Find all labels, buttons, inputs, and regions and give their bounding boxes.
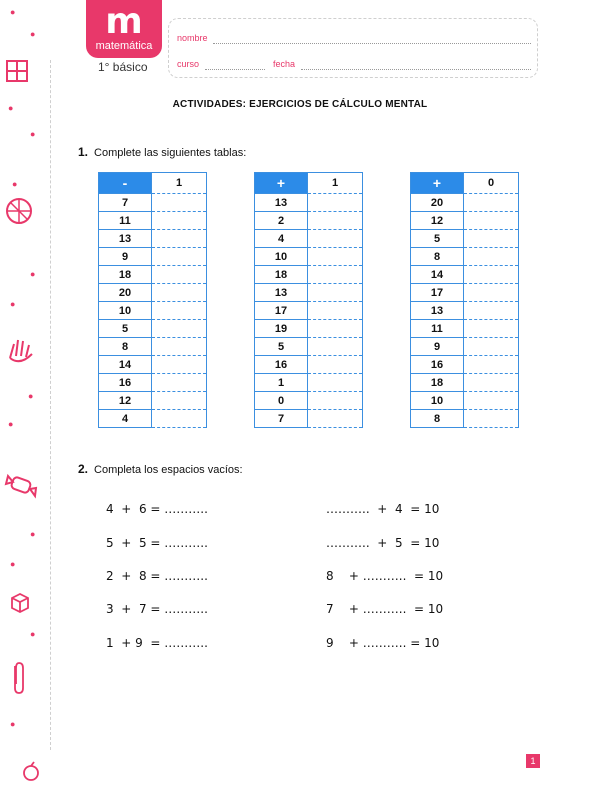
- table-cell: 10: [411, 392, 464, 410]
- answer-cell[interactable]: [464, 320, 519, 338]
- operand-cell: 1: [152, 173, 207, 194]
- sidebar-divider: [50, 60, 51, 750]
- table-cell: 10: [255, 248, 308, 266]
- dot-icon: ●: [30, 29, 36, 39]
- question-text: Completa los espacios vacíos:: [94, 464, 243, 476]
- matematica-logo: [86, 0, 162, 58]
- question-number: 1.: [78, 145, 89, 159]
- answer-cell[interactable]: [308, 320, 363, 338]
- table-cell: 12: [99, 392, 152, 410]
- dot-icon: ●: [30, 269, 36, 279]
- table-cell: 13: [255, 284, 308, 302]
- table-cell: 5: [411, 230, 464, 248]
- curso-line[interactable]: [205, 69, 265, 70]
- question-number: 2.: [78, 462, 89, 476]
- operator-cell: +: [255, 173, 308, 194]
- answer-cell[interactable]: [152, 302, 207, 320]
- pizza-fraction-icon: [4, 196, 34, 226]
- table-cell: 16: [255, 356, 308, 374]
- table-cell: 7: [255, 410, 308, 428]
- answer-cell[interactable]: [152, 374, 207, 392]
- page-number: 1: [526, 754, 540, 768]
- table-add-1: [254, 172, 363, 428]
- cube-icon: [8, 590, 32, 614]
- operator-cell: -: [99, 173, 152, 194]
- answer-cell[interactable]: [464, 410, 519, 428]
- dot-icon: ●: [30, 129, 36, 139]
- nombre-label: nombre: [177, 33, 208, 43]
- exercise-right[interactable]: 7 + ……….. = 10: [326, 602, 444, 616]
- abacus-icon: [4, 58, 30, 84]
- answer-cell[interactable]: [152, 194, 207, 212]
- answer-cell[interactable]: [464, 194, 519, 212]
- table-cell: 18: [99, 266, 152, 284]
- dot-icon: ●: [8, 103, 14, 113]
- answer-cell[interactable]: [152, 338, 207, 356]
- table-cell: 12: [411, 212, 464, 230]
- table-cell: 4: [255, 230, 308, 248]
- table-cell: 11: [411, 320, 464, 338]
- table-cell: 18: [411, 374, 464, 392]
- question-text: Complete las siguientes tablas:: [94, 147, 247, 159]
- table-cell: 7: [99, 194, 152, 212]
- table-cell: 8: [411, 248, 464, 266]
- paperclip-icon: [10, 660, 26, 696]
- answer-cell[interactable]: [464, 338, 519, 356]
- answer-cell[interactable]: [152, 212, 207, 230]
- operand-cell: 1: [308, 173, 363, 194]
- answer-cell[interactable]: [464, 356, 519, 374]
- table-cell: 19: [255, 320, 308, 338]
- dot-icon: ●: [10, 7, 16, 17]
- table-cell: 18: [255, 266, 308, 284]
- dot-icon: ●: [30, 629, 36, 639]
- page-title: ACTIVIDADES: EJERCICIOS DE CÁLCULO MENTAL: [172, 99, 428, 110]
- logo-subtitle: matemática: [95, 40, 153, 52]
- table-cell: 11: [99, 212, 152, 230]
- answer-cell[interactable]: [308, 212, 363, 230]
- table-cell: 9: [411, 338, 464, 356]
- answer-cell[interactable]: [308, 302, 363, 320]
- operator-cell: +: [411, 173, 464, 194]
- answer-cell[interactable]: [152, 266, 207, 284]
- table-cell: 10: [99, 302, 152, 320]
- exercise-left[interactable]: 2 + 8 = ………..: [106, 569, 208, 583]
- answer-cell[interactable]: [464, 284, 519, 302]
- table-cell: 16: [99, 374, 152, 392]
- exercise-right[interactable]: 9 + ……….. = 10: [326, 636, 440, 650]
- table-cell: 5: [99, 320, 152, 338]
- exercise-right[interactable]: ……….. + 5 = 10: [326, 536, 440, 550]
- answer-cell[interactable]: [152, 284, 207, 302]
- question-2: [78, 462, 243, 476]
- table-cell: 8: [99, 338, 152, 356]
- answer-cell[interactable]: [308, 392, 363, 410]
- answer-cell[interactable]: [464, 212, 519, 230]
- fecha-line[interactable]: [301, 69, 531, 70]
- logo-letter: m: [105, 1, 143, 42]
- table-cell: 14: [411, 266, 464, 284]
- answer-cell[interactable]: [152, 356, 207, 374]
- answer-cell[interactable]: [308, 356, 363, 374]
- table-subtract-1: [98, 172, 207, 428]
- answer-cell[interactable]: [308, 230, 363, 248]
- table-cell: 13: [255, 194, 308, 212]
- answer-cell[interactable]: [152, 392, 207, 410]
- operand-cell: 0: [464, 173, 519, 194]
- dot-icon: ●: [8, 419, 14, 429]
- answer-cell[interactable]: [152, 248, 207, 266]
- table-cell: 2: [255, 212, 308, 230]
- curso-label: curso: [177, 59, 200, 69]
- answer-cell[interactable]: [464, 374, 519, 392]
- table-cell: 17: [411, 284, 464, 302]
- question-1: [78, 145, 246, 159]
- dot-icon: ●: [12, 179, 18, 189]
- answer-cell[interactable]: [308, 284, 363, 302]
- table-cell: 20: [99, 284, 152, 302]
- table-cell: 16: [411, 356, 464, 374]
- fecha-label: fecha: [273, 59, 296, 69]
- exercise-left[interactable]: 4 + 6 = ………..: [106, 502, 208, 516]
- dot-icon: ●: [10, 559, 16, 569]
- answer-cell[interactable]: [464, 266, 519, 284]
- table-cell: 8: [411, 410, 464, 428]
- table-cell: 17: [255, 302, 308, 320]
- exercise-left[interactable]: 5 + 5 = ………..: [106, 536, 208, 550]
- dot-icon: ●: [10, 719, 16, 729]
- answer-cell[interactable]: [308, 410, 363, 428]
- table-cell: 0: [255, 392, 308, 410]
- answer-cell[interactable]: [464, 302, 519, 320]
- answer-cell[interactable]: [308, 374, 363, 392]
- table-cell: 4: [99, 410, 152, 428]
- dot-icon: ●: [30, 529, 36, 539]
- answer-cell[interactable]: [152, 230, 207, 248]
- apple-icon: [20, 760, 42, 782]
- answer-cell[interactable]: [464, 230, 519, 248]
- exercise-left[interactable]: 3 + 7 = ………..: [106, 602, 208, 616]
- table-add-0: [410, 172, 519, 428]
- answer-cell[interactable]: [308, 266, 363, 284]
- table-cell: 9: [99, 248, 152, 266]
- answer-cell[interactable]: [152, 410, 207, 428]
- candy-icon: [2, 470, 42, 500]
- table-cell: 1: [255, 374, 308, 392]
- hand-icon: [6, 336, 38, 364]
- table-cell: 13: [99, 230, 152, 248]
- table-cell: 14: [99, 356, 152, 374]
- table-cell: 13: [411, 302, 464, 320]
- answer-cell[interactable]: [464, 248, 519, 266]
- nombre-line[interactable]: [213, 43, 531, 44]
- table-cell: 5: [255, 338, 308, 356]
- decorative-sidebar: [0, 0, 62, 800]
- grade-label: 1° básico: [98, 60, 148, 74]
- answer-cell[interactable]: [308, 338, 363, 356]
- student-info-box: [168, 18, 538, 78]
- answer-cell[interactable]: [308, 248, 363, 266]
- exercise-right[interactable]: ……….. + 4 = 10: [326, 502, 440, 516]
- dot-icon: ●: [28, 391, 34, 401]
- answer-cell[interactable]: [152, 320, 207, 338]
- table-cell: 20: [411, 194, 464, 212]
- dot-icon: ●: [10, 299, 16, 309]
- exercise-left[interactable]: 1 + 9 = ………..: [106, 636, 208, 650]
- exercise-right[interactable]: 8 + ……….. = 10: [326, 569, 444, 583]
- answer-cell[interactable]: [308, 194, 363, 212]
- answer-cell[interactable]: [464, 392, 519, 410]
